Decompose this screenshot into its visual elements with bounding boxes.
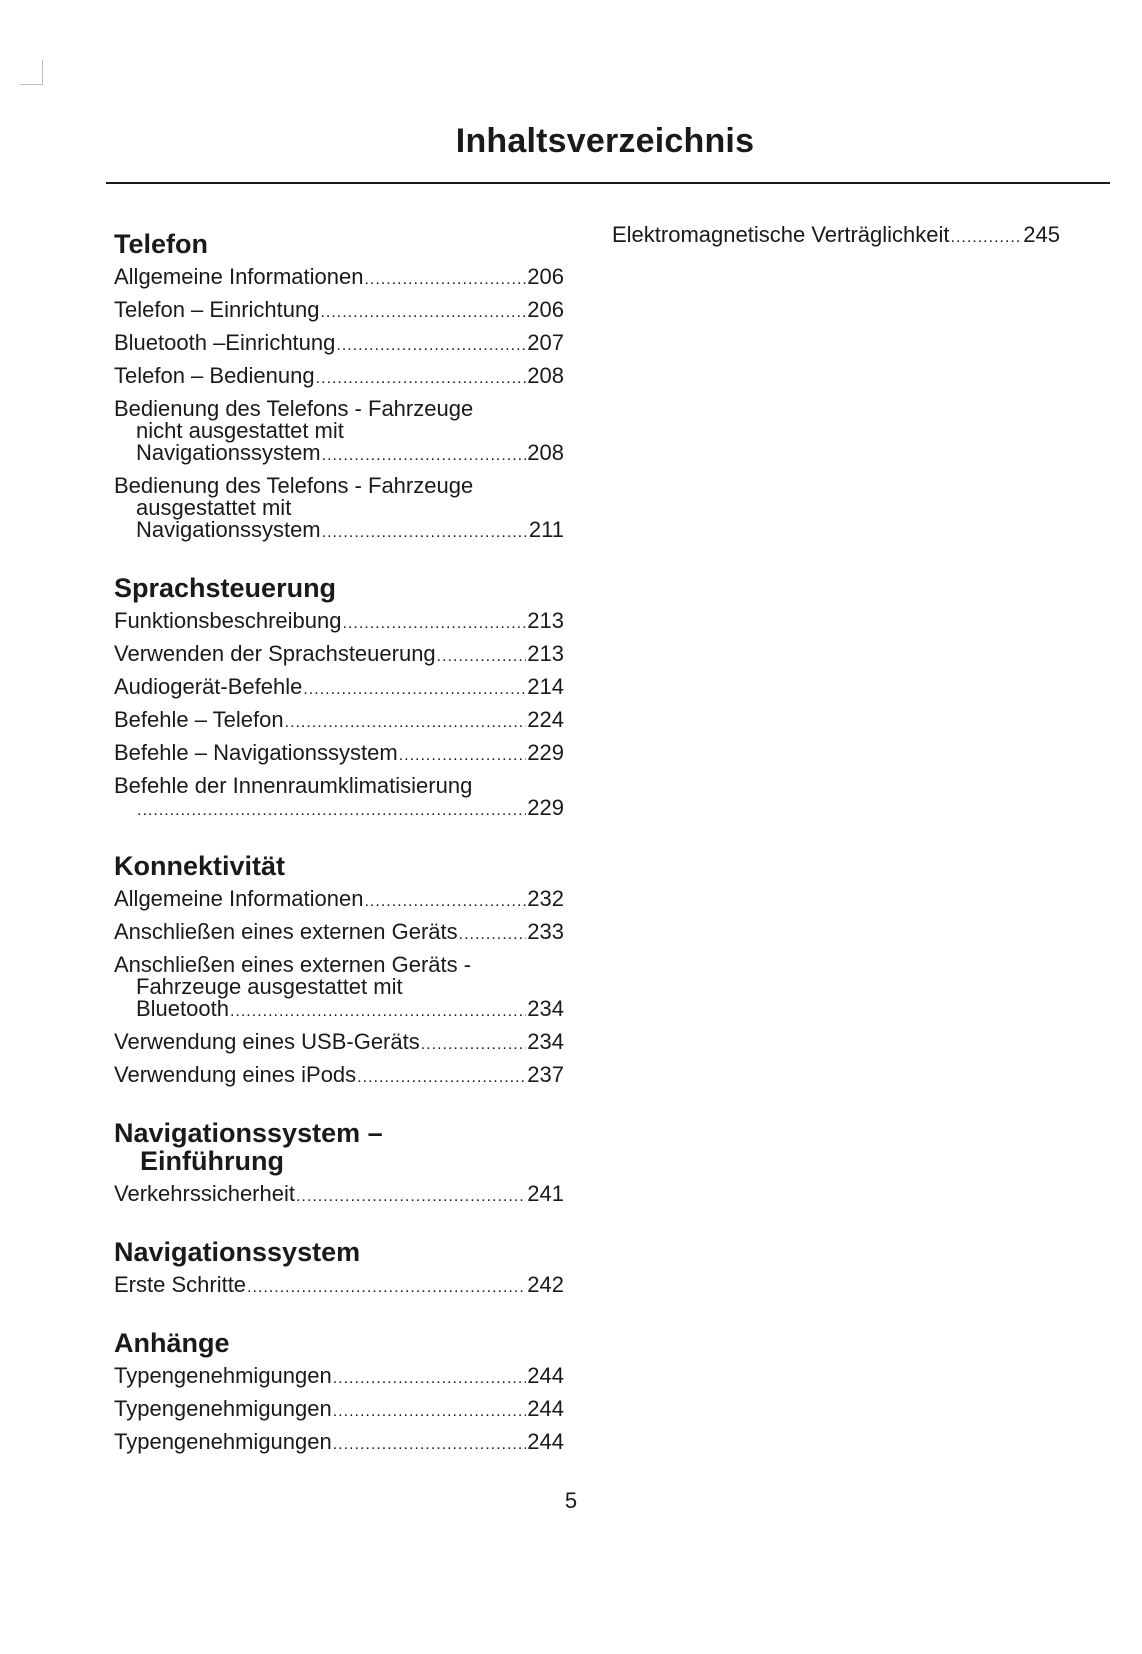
section-heading: Konnektivität bbox=[114, 851, 286, 881]
entry-title-line: ausgestattet mit bbox=[136, 495, 292, 520]
entry-page: 244 bbox=[527, 1363, 564, 1388]
entry-page: 206 bbox=[527, 264, 564, 289]
entry-page: 237 bbox=[527, 1062, 564, 1087]
entry-page: 232 bbox=[527, 886, 564, 911]
dot-leader bbox=[336, 335, 526, 357]
section-heading: Sprachsteuerung bbox=[114, 573, 337, 603]
entry-title: Audiogerät-Befehle bbox=[114, 674, 303, 699]
toc-entry[interactable] bbox=[114, 1431, 564, 1456]
entry-title: Typengenehmigungen bbox=[114, 1363, 332, 1388]
toc-entry[interactable] bbox=[114, 332, 564, 357]
page-title: Inhaltsverzeichnis bbox=[455, 122, 755, 160]
dot-leader bbox=[364, 269, 526, 291]
dot-leader bbox=[247, 1277, 526, 1299]
dot-leader bbox=[333, 1401, 527, 1423]
toc-entry[interactable] bbox=[114, 775, 564, 822]
entry-page: 229 bbox=[527, 795, 564, 820]
section-heading-line: Navigationssystem – bbox=[114, 1118, 383, 1148]
entry-title: Funktionsbeschreibung bbox=[114, 608, 342, 633]
toc-entry[interactable] bbox=[114, 888, 564, 913]
dot-leader bbox=[951, 227, 1023, 249]
toc-section-navigation bbox=[114, 1238, 564, 1299]
entry-page: 234 bbox=[527, 1029, 564, 1054]
dot-leader bbox=[399, 745, 527, 767]
dot-leader bbox=[421, 1034, 527, 1056]
toc-entry[interactable] bbox=[114, 610, 564, 635]
entry-page: 206 bbox=[527, 297, 564, 322]
dot-leader bbox=[322, 522, 528, 544]
dot-leader bbox=[459, 924, 527, 946]
dot-leader bbox=[357, 1067, 526, 1089]
entry-title: Typengenehmigungen bbox=[114, 1396, 332, 1421]
entry-page: 207 bbox=[527, 330, 564, 355]
entry-title: Befehle – Navigationssystem bbox=[114, 740, 398, 765]
entry-title: Navigationssystem bbox=[136, 517, 321, 542]
toc-entry[interactable] bbox=[114, 709, 564, 734]
toc-entry[interactable] bbox=[114, 742, 564, 767]
toc-entry[interactable] bbox=[114, 676, 564, 701]
toc-entry[interactable] bbox=[114, 1031, 564, 1056]
dot-leader bbox=[333, 1368, 527, 1390]
entry-title: Navigationssystem bbox=[136, 440, 321, 465]
toc-section-sprachsteuerung bbox=[114, 574, 564, 822]
toc-entry[interactable] bbox=[114, 643, 564, 668]
entry-title: Verwendung eines USB-Geräts bbox=[114, 1029, 420, 1054]
dot-leader bbox=[303, 679, 526, 701]
entry-page: 233 bbox=[527, 919, 564, 944]
dot-leader bbox=[320, 302, 526, 324]
toc-section-telefon bbox=[114, 230, 564, 544]
toc-entry[interactable] bbox=[114, 921, 564, 946]
toc-section-anhaenge bbox=[114, 1329, 564, 1456]
entry-title: Allgemeine Informationen bbox=[114, 264, 364, 289]
toc-section-navigation-intro bbox=[114, 1119, 564, 1208]
entry-title: Anschließen eines externen Geräts bbox=[114, 919, 458, 944]
entry-page: 214 bbox=[527, 674, 564, 699]
entry-title: Erste Schritte bbox=[114, 1272, 247, 1297]
section-heading: Navigationssystem bbox=[114, 1237, 361, 1267]
entry-title: Elektromagnetische Verträglichkeit bbox=[612, 222, 950, 247]
page-number: 5 bbox=[564, 1488, 578, 1513]
crop-mark bbox=[20, 60, 43, 85]
entry-page: 241 bbox=[527, 1181, 564, 1206]
toc-entry[interactable] bbox=[114, 1398, 564, 1423]
dot-leader bbox=[437, 646, 527, 668]
toc-entry[interactable] bbox=[114, 475, 564, 544]
toc-entry[interactable] bbox=[114, 954, 564, 1023]
entry-page: 208 bbox=[527, 363, 564, 388]
toc-entry[interactable] bbox=[114, 1064, 564, 1089]
entry-title: Typengenehmigungen bbox=[114, 1429, 332, 1454]
entry-page: 224 bbox=[527, 707, 564, 732]
entry-page: 244 bbox=[527, 1429, 564, 1454]
section-heading-line: Einführung bbox=[140, 1146, 284, 1176]
title-divider bbox=[106, 182, 1110, 184]
entry-title-line: Anschließen eines externen Geräts - bbox=[114, 952, 472, 977]
toc-entry[interactable] bbox=[612, 224, 1060, 249]
toc-section-konnektivitaet bbox=[114, 852, 564, 1089]
dot-leader bbox=[296, 1186, 526, 1208]
entry-page: 244 bbox=[527, 1396, 564, 1421]
entry-title: Telefon – Bedienung bbox=[114, 363, 315, 388]
dot-leader bbox=[285, 712, 527, 734]
entry-title: Bluetooth bbox=[136, 996, 229, 1021]
entry-page: 213 bbox=[527, 608, 564, 633]
entry-title-line: nicht ausgestattet mit bbox=[136, 418, 344, 443]
entry-title-line: Befehle der Innenraumklimatisierung bbox=[114, 773, 473, 798]
entry-page: 213 bbox=[527, 641, 564, 666]
toc-entry[interactable] bbox=[114, 398, 564, 467]
toc-entry[interactable] bbox=[114, 1274, 564, 1299]
toc-right-column bbox=[612, 224, 1060, 257]
toc-entry[interactable] bbox=[114, 1365, 564, 1390]
entry-page: 245 bbox=[1023, 222, 1060, 247]
entry-title: Befehle – Telefon bbox=[114, 707, 284, 732]
section-heading bbox=[114, 1119, 564, 1175]
entry-title-line: Bedienung des Telefons - Fahrzeuge bbox=[114, 396, 474, 421]
section-heading: Anhänge bbox=[114, 1328, 230, 1358]
dot-leader bbox=[137, 800, 526, 822]
entry-page: 211 bbox=[528, 517, 564, 542]
toc-entry[interactable] bbox=[114, 266, 564, 291]
dot-leader bbox=[333, 1434, 527, 1456]
dot-leader bbox=[364, 891, 526, 913]
entry-page: 229 bbox=[527, 740, 564, 765]
entry-title: Verwendung eines iPods bbox=[114, 1062, 357, 1087]
entry-title: Allgemeine Informationen bbox=[114, 886, 364, 911]
dot-leader bbox=[230, 1001, 526, 1023]
toc-entry[interactable] bbox=[114, 1183, 564, 1208]
dot-leader bbox=[316, 368, 527, 390]
toc-entry[interactable] bbox=[114, 365, 564, 390]
dot-leader bbox=[322, 445, 527, 467]
section-heading: Telefon bbox=[114, 229, 208, 259]
entry-title: Verwenden der Sprachsteuerung bbox=[114, 641, 436, 666]
entry-title-line: Fahrzeuge ausgestattet mit bbox=[136, 974, 403, 999]
toc-left-column bbox=[114, 224, 564, 1486]
dot-leader bbox=[342, 613, 526, 635]
toc-entry[interactable] bbox=[114, 299, 564, 324]
entry-title: Bluetooth –Einrichtung bbox=[114, 330, 336, 355]
entry-page: 242 bbox=[527, 1272, 564, 1297]
entry-title: Verkehrssicherheit bbox=[114, 1181, 295, 1206]
entry-page: 234 bbox=[527, 996, 564, 1021]
entry-title-line: Bedienung des Telefons - Fahrzeuge bbox=[114, 473, 474, 498]
entry-title: Telefon – Einrichtung bbox=[114, 297, 320, 322]
entry-page: 208 bbox=[527, 440, 564, 465]
